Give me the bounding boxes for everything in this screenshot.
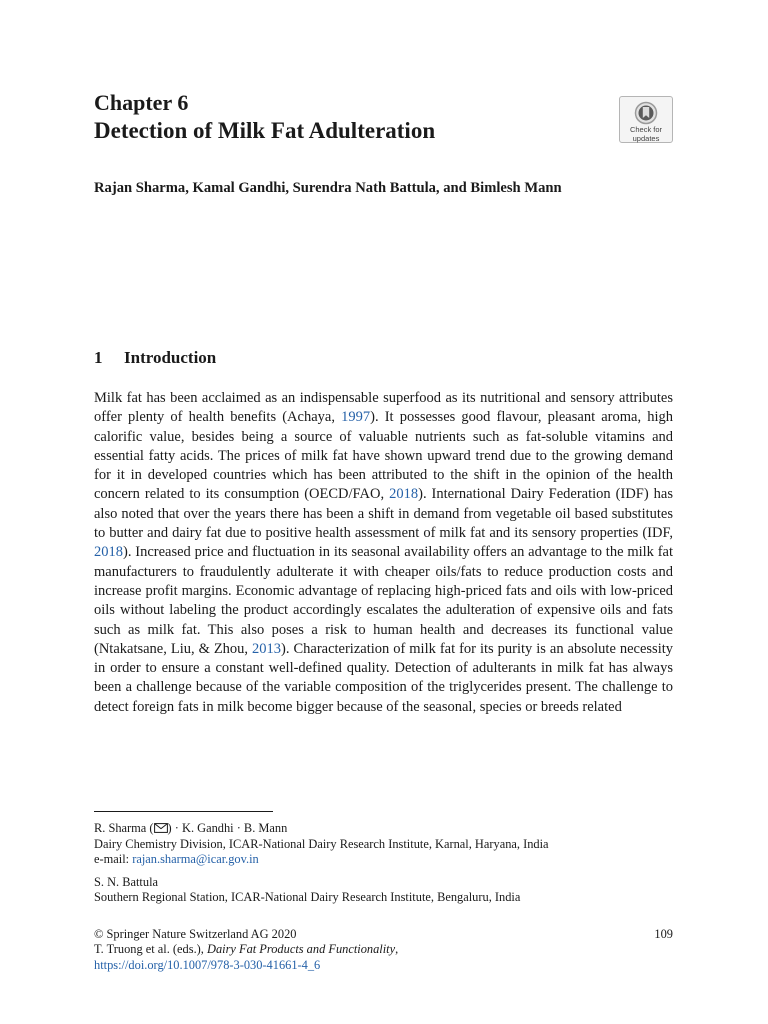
body-text-segment: ). It possesses good flavour, pleasant aroma, high calorific value, besides being a source of valuable nutrients such as fat-soluble vitamins and essential fatty acids. The prices of milk fat have shown upward trend due to the growing demand for it in developed countries which has been attributed to the shift in the opinion of the health concern related to its consumption (OECD/FAO, — [94, 409, 674, 503]
body-text-segment: Milk fat has been acclaimed as an indispensable superfood as its nutritional and sensory attributes offer plenty of health benefits (Achaya, — [94, 390, 673, 426]
chapter-title: Detection of Milk Fat Adulteration — [94, 118, 436, 143]
email-line — [94, 851, 259, 867]
bookmark-circle-icon — [634, 101, 658, 125]
affiliation-names-text: ) · K. Gandhi · B. Mann — [167, 821, 288, 835]
book-editors: T. Truong et al. (eds.), — [94, 942, 207, 956]
page-number: 109 — [654, 927, 673, 941]
book-citation-punct: , — [395, 942, 399, 956]
citation-link[interactable]: 2013 — [252, 640, 282, 657]
body-text-segment: ). International Dairy Federation (IDF) has also noted that over the years there has been a shift in demand from vegetable oil based substitutes to butter and dairy fat due to positive health assessment of milk fat and its sensory properties (IDF, — [94, 486, 674, 542]
citation-link[interactable]: 2018 — [94, 544, 123, 561]
copyright-line: © Springer Nature Switzerland AG 2020 — [94, 927, 297, 941]
affiliation-name-2: S. N. Battula — [94, 875, 159, 889]
book-title: Dairy Fat Products and Functionality — [207, 942, 396, 956]
body-text-segment: ). Characterization of milk fat for its purity is an absolute necessity in order to ensure a constant well-defined quality. Detection of adulterants in milk fat has always been a challenge because of the variable composition of the triglycerides present. The challenge to detect foreign fats in milk become bigger because of the seasonal, species or breeds related — [94, 640, 674, 715]
email-link[interactable]: rajan.sharma@icar.gov.in — [132, 852, 259, 866]
email-label: e-mail: — [94, 852, 133, 866]
body-text-segment: ). Increased price and fluctuation in its seasonal availability offers an advantage to the milk fat manufacturers to fraudulently adulterate it with cheaper oils/fats to reduce production costs and increase profit margins. Economic advantage of replacing high-priced fats and oils with low-priced oils without labeling the product accordingly escalates the adulteration of expensive oils and fats such as milk fat. This also poses a risk to human health and decreases its functional value (Ntakatsane, Liu, & Zhou, — [94, 544, 673, 657]
author-list: Rajan Sharma, Kamal Gandhi, Surendra Nath Battula, and Bimlesh Mann — [94, 180, 562, 196]
doi-link[interactable]: https://doi.org/10.1007/978-3-030-41661-4_6 — [94, 958, 321, 972]
section-number: 1 — [94, 348, 103, 367]
envelope-icon[interactable] — [154, 823, 168, 833]
body-paragraph — [94, 389, 673, 717]
affiliation-institution-2: Southern Regional Station, ICAR-National Dairy Research Institute, Bengaluru, India — [94, 890, 521, 904]
affiliation-names-line — [94, 820, 287, 836]
check-for-updates-line2: updates — [632, 134, 660, 143]
book-citation-line — [94, 941, 398, 957]
section-title: Introduction — [124, 348, 217, 367]
affiliation-names-text: R. Sharma ( — [94, 821, 154, 835]
check-for-updates-line1: Check for — [629, 125, 663, 134]
affiliation-institution: Dairy Chemistry Division, ICAR-National Dairy Research Institute, Karnal, Haryana, India — [94, 837, 549, 851]
citation-link[interactable]: 1997 — [341, 409, 371, 426]
section-heading — [94, 347, 216, 369]
chapter-label: Chapter 6 — [94, 90, 189, 115]
doi-line — [94, 957, 320, 973]
footnote-divider — [94, 811, 273, 812]
check-for-updates-badge[interactable] — [619, 96, 673, 143]
citation-link[interactable]: 2018 — [389, 486, 419, 503]
